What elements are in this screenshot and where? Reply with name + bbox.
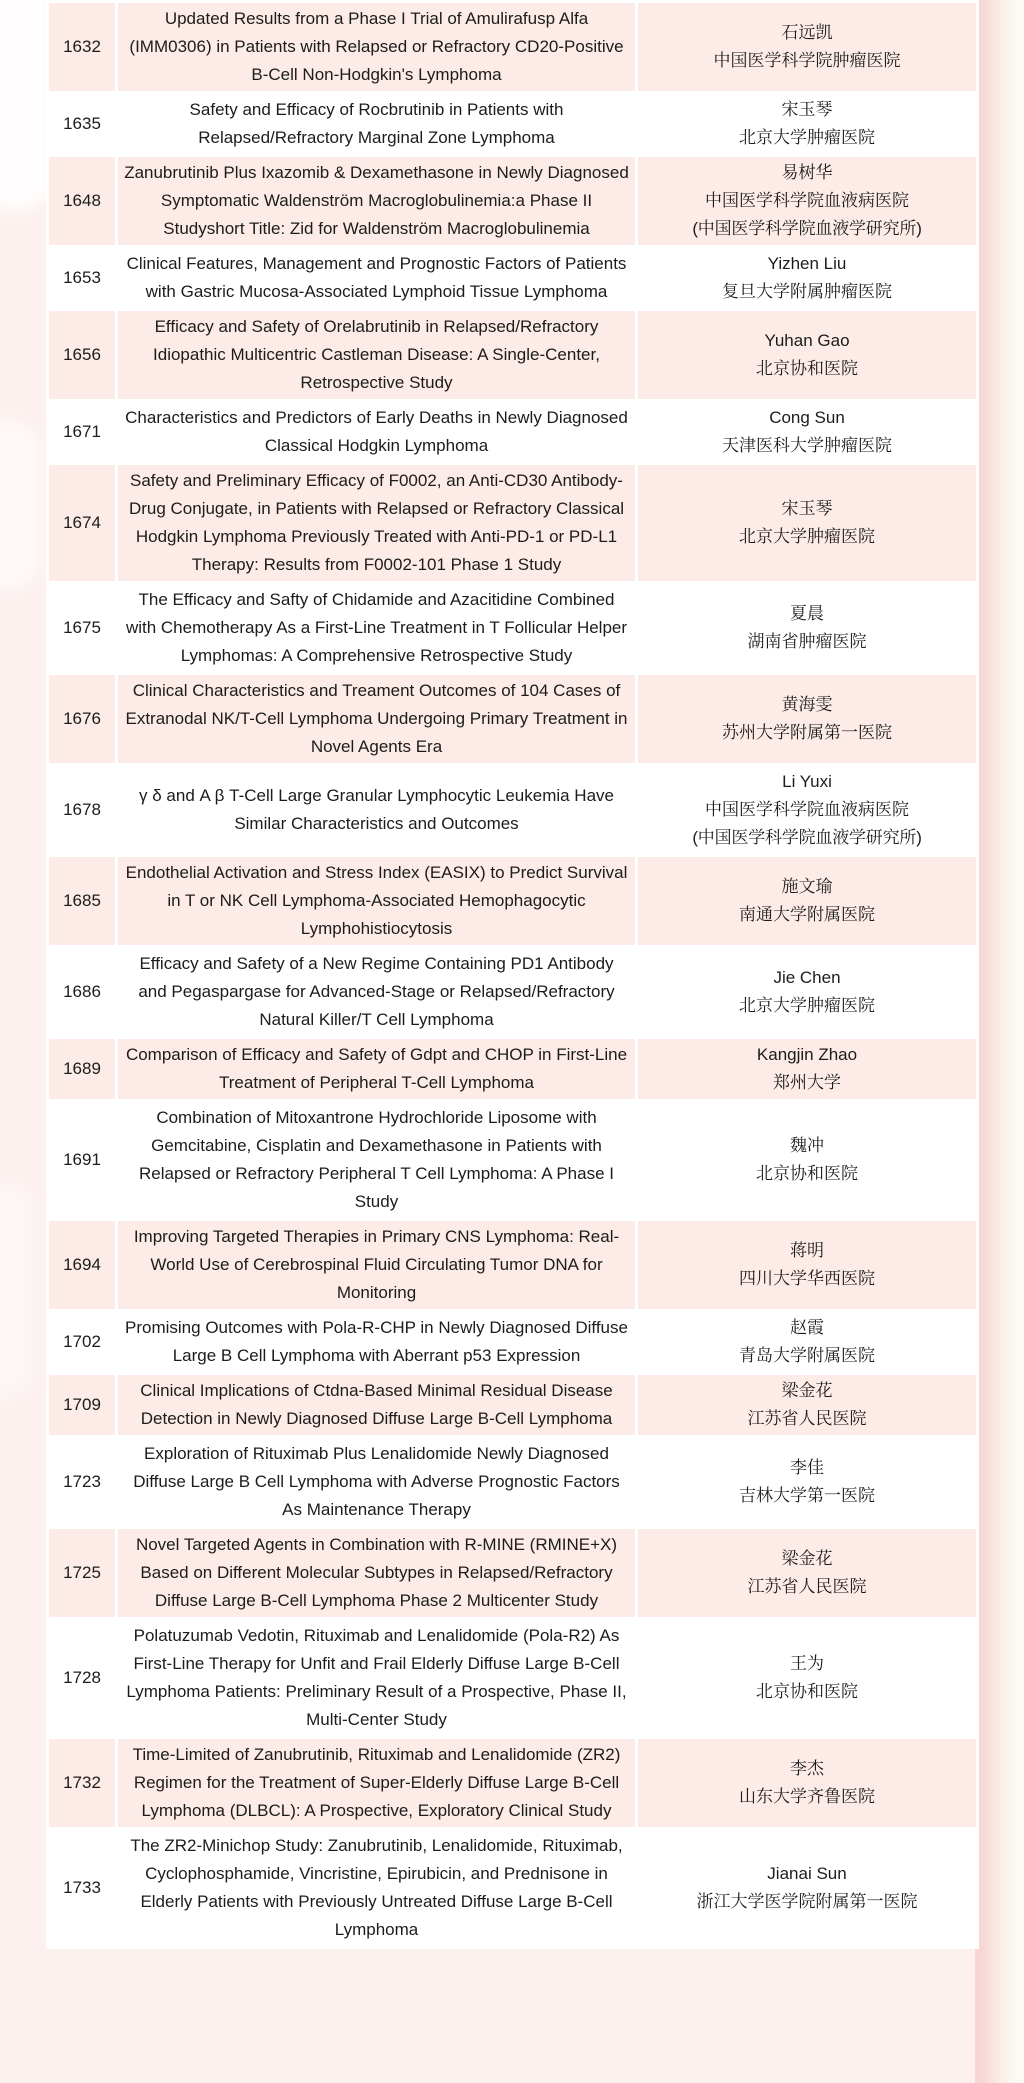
- presenter-cell: [638, 311, 976, 399]
- presenter-institution: 北京大学肿瘤医院: [739, 128, 875, 147]
- abstract-id: 1702: [49, 1312, 115, 1372]
- presenter-name: 梁金花: [781, 1549, 833, 1568]
- presenter-institution: 郑州大学: [773, 1073, 841, 1092]
- presenter-cell: [638, 1529, 976, 1617]
- abstract-id: 1656: [49, 311, 115, 399]
- presenter-institution: 北京大学肿瘤医院: [739, 996, 875, 1015]
- presenter-name: 石远凯: [781, 23, 833, 42]
- abstract-title: Clinical Implications of Ctdna-Based Minimal Residual Disease Detection in Newly Diagnosed Diffuse Large B-Cell Lymphoma: [118, 1375, 635, 1435]
- abstract-id: 1671: [49, 402, 115, 462]
- presenter-cell: [638, 675, 976, 763]
- presenter-institution: 中国医学科学院肿瘤医院: [713, 51, 901, 70]
- table-row: [49, 1529, 976, 1617]
- table-row: [49, 766, 976, 854]
- presenter-institution: 中国医学科学院血液病医院: [705, 800, 909, 819]
- abstract-id: 1691: [49, 1102, 115, 1218]
- presenter-institution: 北京协和医院: [756, 1164, 858, 1183]
- presenter-name: 宋玉琴: [781, 100, 833, 119]
- table-row: [49, 857, 976, 945]
- presenter-cell: [638, 1039, 976, 1099]
- presenter-cell: [638, 1102, 976, 1218]
- presenter-name: Jianai Sun: [767, 1864, 847, 1883]
- abstract-id: 1709: [49, 1375, 115, 1435]
- presenter-name: Jie Chen: [773, 968, 841, 987]
- abstract-title: Improving Targeted Therapies in Primary CNS Lymphoma: Real-World Use of Cerebrospinal Fluid Circulating Tumor DNA for Monitoring: [118, 1221, 635, 1309]
- abstract-title: Efficacy and Safety of Orelabrutinib in Relapsed/Refractory Idiopathic Multicentric Castleman Disease: A Single-Center, Retrospective Study: [118, 311, 635, 399]
- table-row: [49, 157, 976, 245]
- abstract-title: Clinical Features, Management and Prognostic Factors of Patients with Gastric Mucosa-Associated Lymphoid Tissue Lymphoma: [118, 248, 635, 308]
- presenter-name: Yizhen Liu: [767, 254, 847, 273]
- presenter-cell: [638, 248, 976, 308]
- abstract-title: Comparison of Efficacy and Safety of Gdpt and CHOP in First-Line Treatment of Peripheral T-Cell Lymphoma: [118, 1039, 635, 1099]
- abstract-id: 1648: [49, 157, 115, 245]
- table-row: [49, 248, 976, 308]
- abstract-id: 1674: [49, 465, 115, 581]
- presenter-name: 易树华: [781, 163, 833, 182]
- presenter-cell: [638, 1375, 976, 1435]
- presenter-name: 夏晨: [790, 604, 824, 623]
- table-row: [49, 94, 976, 154]
- presenter-institution: 北京大学肿瘤医院: [739, 527, 875, 546]
- presenter-institution: 中国医学科学院血液病医院: [705, 191, 909, 210]
- presenter-cell: [638, 857, 976, 945]
- table-row: [49, 1830, 976, 1946]
- presenter-institution: 天津医科大学肿瘤医院: [722, 436, 892, 455]
- presenter-cell: [638, 94, 976, 154]
- abstract-id: 1653: [49, 248, 115, 308]
- presenter-cell: [638, 1739, 976, 1827]
- abstract-title: The ZR2-Minichop Study: Zanubrutinib, Lenalidomide, Rituximab, Cyclophosphamide, Vincristine, Epirubicin, and Prednisone in Elderly Patients with Previously Untreated Diffuse Large B-Cell Lymphoma: [118, 1830, 635, 1946]
- presenter-name: 宋玉琴: [781, 499, 833, 518]
- presenter-name: 黄海雯: [781, 695, 833, 714]
- presenter-institution: 四川大学华西医院: [739, 1269, 875, 1288]
- abstract-id: 1675: [49, 584, 115, 672]
- abstract-title: Novel Targeted Agents in Combination with R-MINE (RMINE+X) Based on Different Molecular Subtypes in Relapsed/Refractory Diffuse Large B-Cell Lymphoma Phase 2 Multicenter Study: [118, 1529, 635, 1617]
- abstract-id: 1686: [49, 948, 115, 1036]
- presenter-name: Li Yuxi: [782, 772, 832, 791]
- presenter-name: 王为: [790, 1654, 824, 1673]
- abstract-title: Characteristics and Predictors of Early Deaths in Newly Diagnosed Classical Hodgkin Lymphoma: [118, 402, 635, 462]
- table-row: [49, 402, 976, 462]
- table-row: [49, 311, 976, 399]
- presenter-institution: 吉林大学第一医院: [739, 1486, 875, 1505]
- abstract-table-body: [49, 3, 976, 1946]
- abstract-id: 1733: [49, 1830, 115, 1946]
- presenter-institution-secondary: (中国医学科学院血液学研究所): [692, 219, 922, 238]
- presenter-name: 赵霞: [790, 1318, 824, 1337]
- presenter-institution: 南通大学附属医院: [739, 905, 875, 924]
- abstract-title: Zanubrutinib Plus Ixazomib & Dexamethasone in Newly Diagnosed Symptomatic Waldenström Macroglobulinemia:a Phase II Studyshort Title: Zid for Waldenström Macroglobulinemia: [118, 157, 635, 245]
- presenter-name: Kangjin Zhao: [756, 1045, 858, 1064]
- table-row: [49, 1312, 976, 1372]
- presenter-institution: 江苏省人民医院: [747, 1409, 867, 1428]
- presenter-cell: [638, 1620, 976, 1736]
- abstract-id: 1676: [49, 675, 115, 763]
- table-row: [49, 1039, 976, 1099]
- abstract-title: Updated Results from a Phase I Trial of Amulirafusp Alfa (IMM0306) in Patients with Relapsed or Refractory CD20-Positive B-Cell Non-Hodgkin's Lymphoma: [118, 3, 635, 91]
- presenter-cell: [638, 1438, 976, 1526]
- background-decoration: [0, 1180, 36, 1400]
- abstract-title: Endothelial Activation and Stress Index (EASIX) to Predict Survival in T or NK Cell Lymphoma-Associated Hemophagocytic Lymphohistiocytosis: [118, 857, 635, 945]
- presenter-institution-secondary: (中国医学科学院血液学研究所): [692, 828, 922, 847]
- presenter-cell: [638, 584, 976, 672]
- presenter-cell: [638, 465, 976, 581]
- presenter-name: Yuhan Gao: [764, 331, 850, 350]
- presenter-name: 施文瑜: [781, 877, 833, 896]
- presenter-institution: 浙江大学医学院附属第一医院: [696, 1892, 918, 1911]
- table-row: [49, 3, 976, 91]
- abstract-title: Efficacy and Safety of a New Regime Containing PD1 Antibody and Pegaspargase for Advanced-Stage or Relapsed/Refractory Natural Killer/T Cell Lymphoma: [118, 948, 635, 1036]
- presenter-cell: [638, 766, 976, 854]
- table-row: [49, 584, 976, 672]
- abstract-title: Safety and Efficacy of Rocbrutinib in Patients with Relapsed/Refractory Marginal Zone Lymphoma: [118, 94, 635, 154]
- presenter-cell: [638, 157, 976, 245]
- presenter-institution: 苏州大学附属第一医院: [722, 723, 892, 742]
- abstract-id: 1725: [49, 1529, 115, 1617]
- abstract-id: 1685: [49, 857, 115, 945]
- presenter-cell: [638, 1221, 976, 1309]
- presenter-name: 梁金花: [781, 1381, 833, 1400]
- abstract-title: Exploration of Rituximab Plus Lenalidomide Newly Diagnosed Diffuse Large B Cell Lymphoma with Adverse Prognostic Factors As Maintenance Therapy: [118, 1438, 635, 1526]
- presenter-name: 李杰: [790, 1759, 824, 1778]
- presenter-cell: [638, 1312, 976, 1372]
- abstract-id: 1723: [49, 1438, 115, 1526]
- table-row: [49, 948, 976, 1036]
- abstract-id: 1632: [49, 3, 115, 91]
- presenter-institution: 北京协和医院: [756, 1682, 858, 1701]
- background-decoration: [0, 420, 44, 590]
- presenter-cell: [638, 402, 976, 462]
- presenter-name: 李佳: [790, 1458, 824, 1477]
- presenter-institution: 青岛大学附属医院: [739, 1346, 875, 1365]
- table-row: [49, 1102, 976, 1218]
- presenter-institution: 江苏省人民医院: [747, 1577, 867, 1596]
- abstract-table: [46, 0, 979, 1949]
- abstract-title: Promising Outcomes with Pola-R-CHP in Newly Diagnosed Diffuse Large B Cell Lymphoma with Aberrant p53 Expression: [118, 1312, 635, 1372]
- background-decoration: [975, 0, 1024, 2083]
- presenter-name: 魏冲: [790, 1136, 824, 1155]
- presenter-institution: 北京协和医院: [756, 359, 858, 378]
- table-row: [49, 1620, 976, 1736]
- presenter-name: 蒋明: [790, 1241, 824, 1260]
- table-row: [49, 1221, 976, 1309]
- abstract-title: Time-Limited of Zanubrutinib, Rituximab and Lenalidomide (ZR2) Regimen for the Treatment of Super-Elderly Diffuse Large B-Cell Lymphoma (DLBCL): A Prospective, Exploratory Clinical Study: [118, 1739, 635, 1827]
- table-row: [49, 1375, 976, 1435]
- abstract-title: Clinical Characteristics and Treament Outcomes of 104 Cases of Extranodal NK/T-Cell Lymphoma Undergoing Primary Treatment in Novel Agents Era: [118, 675, 635, 763]
- table-row: [49, 465, 976, 581]
- abstract-title: Safety and Preliminary Efficacy of F0002, an Anti-CD30 Antibody-Drug Conjugate, in Patients with Relapsed or Refractory Classical Hodgkin Lymphoma Previously Treated with Anti-PD-1 or PD-L1 Therapy: Results from F0002-101 Phase 1 Study: [118, 465, 635, 581]
- abstract-id: 1678: [49, 766, 115, 854]
- presenter-name: Cong Sun: [769, 408, 845, 427]
- table-row: [49, 675, 976, 763]
- presenter-institution: 湖南省肿瘤医院: [747, 632, 867, 651]
- abstract-id: 1694: [49, 1221, 115, 1309]
- abstract-id: 1689: [49, 1039, 115, 1099]
- abstract-title: Polatuzumab Vedotin, Rituximab and Lenalidomide (Pola-R2) As First-Line Therapy for Unfit and Frail Elderly Diffuse Large B-Cell Lymphoma Patients: Preliminary Result of a Prospective, Phase II, Multi-Center Study: [118, 1620, 635, 1736]
- table-row: [49, 1739, 976, 1827]
- abstract-title: Combination of Mitoxantrone Hydrochloride Liposome with Gemcitabine, Cisplatin and Dexamethasone in Patients with Relapsed or Refractory Peripheral T Cell Lymphoma: A Phase I Study: [118, 1102, 635, 1218]
- presenter-cell: [638, 3, 976, 91]
- presenter-institution: 山东大学齐鲁医院: [739, 1787, 875, 1806]
- abstract-title: γ δ and Α β T-Cell Large Granular Lymphocytic Leukemia Have Similar Characteristics and Outcomes: [118, 766, 635, 854]
- abstract-id: 1728: [49, 1620, 115, 1736]
- table-row: [49, 1438, 976, 1526]
- presenter-institution: 复旦大学附属肿瘤医院: [722, 282, 892, 301]
- abstract-id: 1732: [49, 1739, 115, 1827]
- presenter-cell: [638, 1830, 976, 1946]
- abstract-id: 1635: [49, 94, 115, 154]
- abstract-title: The Efficacy and Safty of Chidamide and Azacitidine Combined with Chemotherapy As a First-Line Treatment in T Follicular Helper Lymphomas: A Comprehensive Retrospective Study: [118, 584, 635, 672]
- presenter-cell: [638, 948, 976, 1036]
